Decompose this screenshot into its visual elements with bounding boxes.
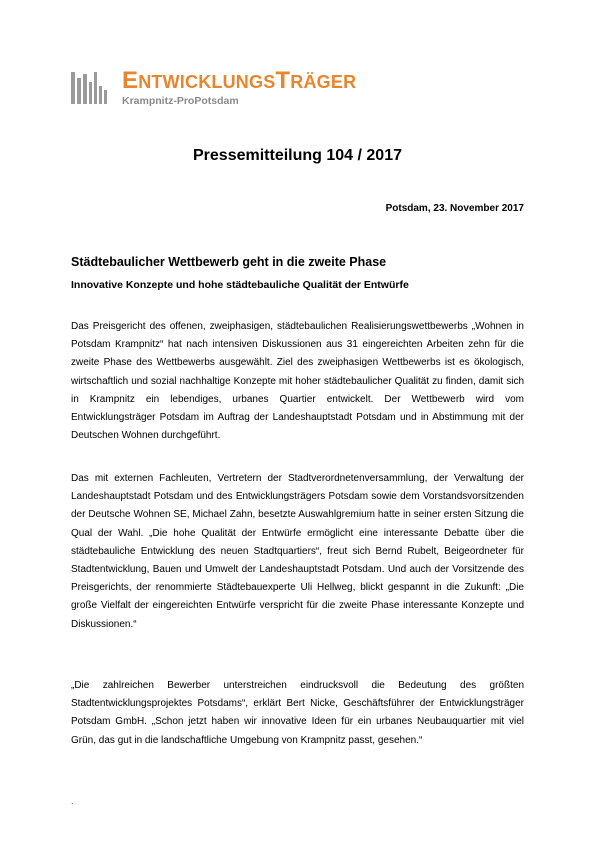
logo-text bbox=[122, 68, 356, 107]
subheadline: Innovative Konzepte und hohe städtebauliche Qualität der Entwürfe bbox=[71, 279, 409, 291]
body-paragraph-1: Das Preisgericht des offenen, zweiphasigen, städtebaulichen Realisierungswettbewerbs „Wohnen in Potsdam Krampnitz“ hat nach intensiven Diskussionen aus 31 eingereichten Arbeiten zehn für die zweite Phase des Wettbewerbs ausgewählt. Ziel des zweiphasigen Wettbewerbs ist es ökologisch, wirtschaftlich und sozial nachhaltige Konzepte mit hoher städtebaulicher Qualität zu finden, damit sich in Krampnitz ein lebendiges, urbanes Quartier entwickelt. Der Wettbewerb wird vom Entwicklungsträger Potsdam im Auftrag der Landeshauptstadt Potsdam und in Abstimmung mit der Deutschen Wohnen durchgeführt. bbox=[71, 321, 524, 442]
press-release-title: Pressemitteilung 104 / 2017 bbox=[193, 147, 402, 164]
logo-letter-t: T bbox=[275, 67, 291, 94]
logo-bars-icon bbox=[71, 72, 111, 104]
body-paragraph-3: „Die zahlreichen Bewerber unterstreichen eindrucksvoll die Bedeutung des größten Stadtentwicklungsprojektes Potsdams“, erklärt Bert Nicke, Geschäftsführer der Entwicklungsträger Potsdam GmbH. „Schon jetzt haben wir innovative Ideen für ein urbanes Neubauquartier mit viel Grün, das gut in die landschaftliche Umgebung von Krampnitz passt, gesehen.“ bbox=[71, 680, 524, 746]
logo-subtitle: Krampnitz-ProPotsdam bbox=[122, 95, 239, 107]
headline: Städtebaulicher Wettbewerb geht in die zweite Phase bbox=[71, 255, 387, 269]
press-release-date: Potsdam, 23. November 2017 bbox=[385, 203, 524, 214]
logo-brand-name bbox=[122, 68, 356, 95]
logo-smallcaps-1: NTWICKLUNGS bbox=[138, 72, 276, 92]
logo-smallcaps-2: RÄGER bbox=[290, 72, 357, 92]
footer-mark: . bbox=[71, 796, 74, 806]
logo-letter-e: E bbox=[122, 67, 139, 94]
body-paragraph-2: Das mit externen Fachleuten, Vertretern der Stadtverordnetenversammlung, der Verwaltung der Landeshauptstadt Potsdam und des Entwicklungsträgers Potsdam sowie dem Vorstandsvorsitzenden der Deutsche Wohnen SE, Michael Zahn, besetzte Auswahlgremium hatte in seiner ersten Sitzung die Qual der Wahl. „Die hohe Qualität der Entwürfe ermöglicht eine interessante Debatte über die städtebauliche Entwicklung des neuen Stadtquartiers“, freut sich Bernd Rubelt, Beigeordneter für Stadtentwicklung, Bauen und Umwelt der Landeshauptstadt Potsdam. Und auch der Vorsitzende des Preisgerichts, der renommierte Städtebauexperte Uli Hellweg, blickt gespannt in die Zukunft: „Die große Vielfalt der eingereichten Entwürfe verspricht für die zweite Phase interessante Konzepte und Diskussionen.“ bbox=[71, 473, 524, 630]
